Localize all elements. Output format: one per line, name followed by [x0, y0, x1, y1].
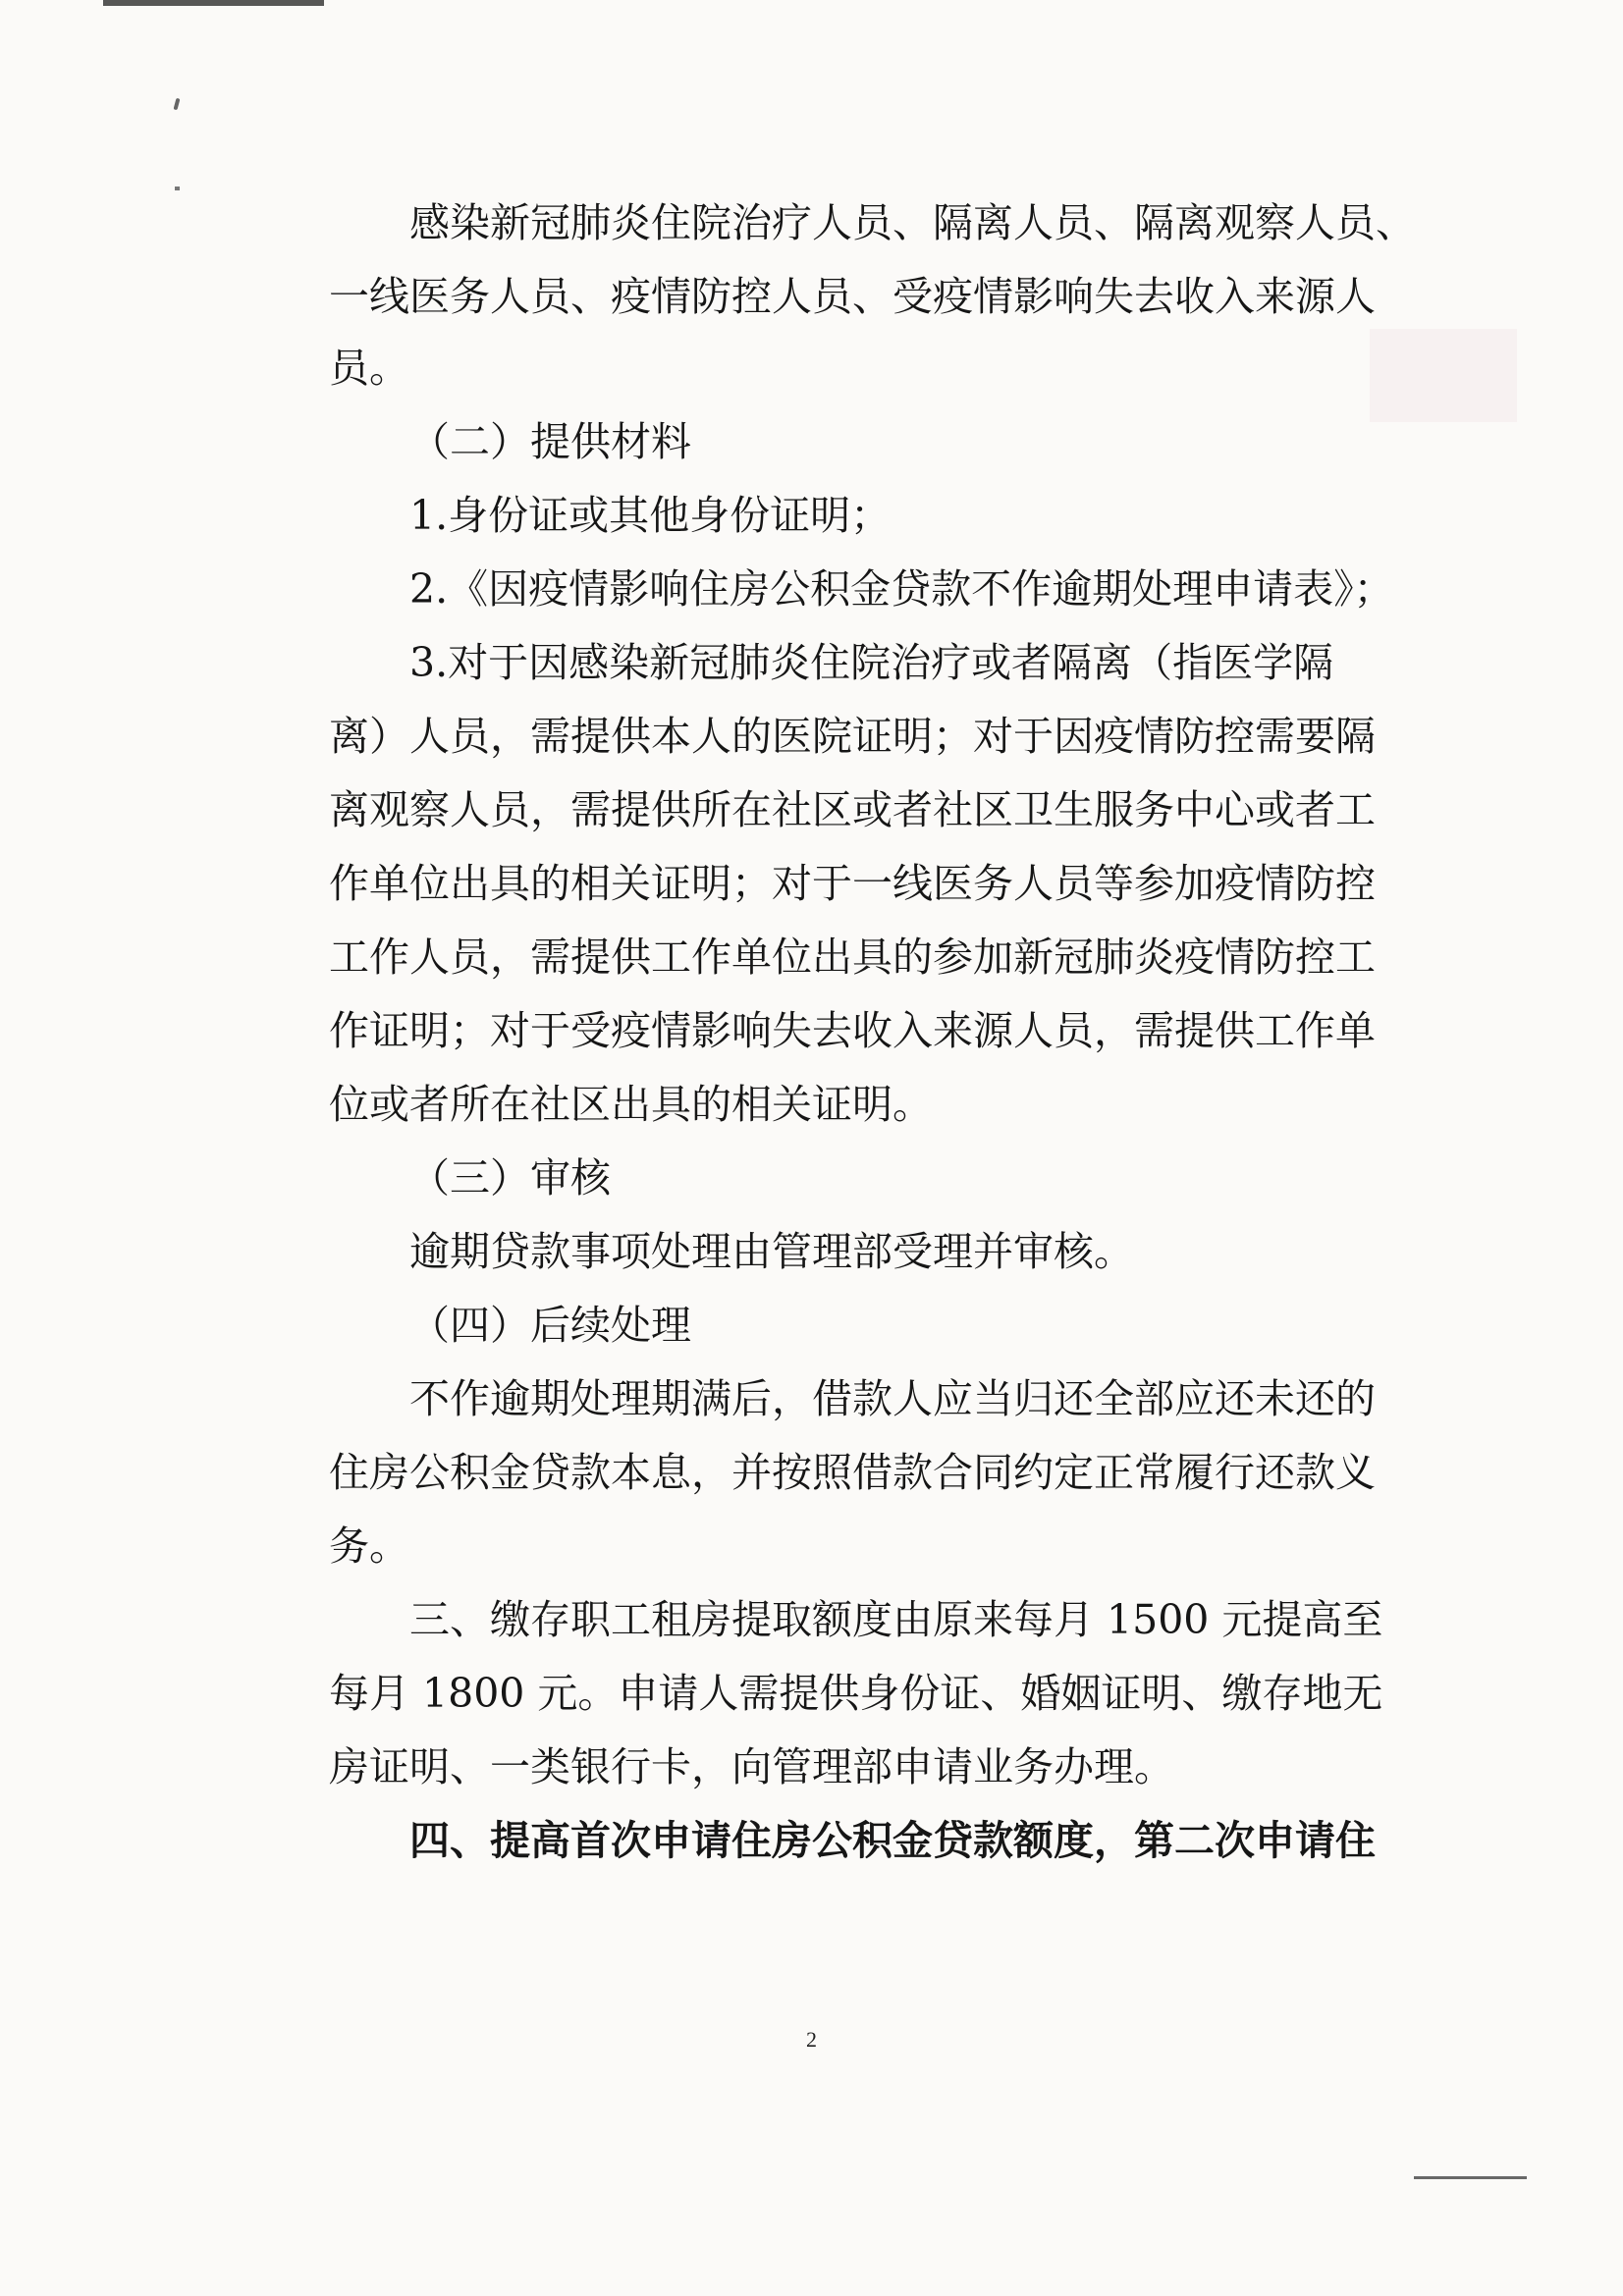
scan-artifact-mark [175, 187, 180, 190]
text-line: 一线医务人员、疫情防控人员、受疫情影响失去收入来源人 [329, 273, 1376, 320]
text-line: 工作人员，需提供工作单位出具的参加新冠肺炎疫情防控工 [329, 934, 1376, 981]
text-line: 位或者所在社区出具的相关证明。 [329, 1081, 933, 1128]
text-line: 离）人员，需提供本人的医院证明；对于因疫情防控需要隔 [329, 713, 1376, 760]
scan-artifact-top-line [103, 0, 324, 6]
section-heading: （四）后续处理 [409, 1302, 691, 1349]
text-line: 房证明、一类银行卡，向管理部申请业务办理。 [329, 1743, 1174, 1790]
section-heading-bold: 四、提高首次申请住房公积金贷款额度，第二次申请住 [409, 1817, 1376, 1864]
text-line: 逾期贷款事项处理由管理部受理并审核。 [409, 1228, 1134, 1275]
page-number: 2 [806, 2027, 817, 2052]
section-heading: （三）审核 [409, 1154, 611, 1201]
text-line: 3.对于因感染新冠肺炎住院治疗或者隔离（指医学隔 [409, 639, 1334, 686]
text-line: 不作逾期处理期满后，借款人应当归还全部应还未还的 [409, 1375, 1376, 1422]
scan-artifact-mark [174, 98, 181, 111]
text-line: 作证明；对于受疫情影响失去收入来源人员，需提供工作单 [329, 1007, 1376, 1054]
text-line: 务。 [329, 1522, 409, 1570]
text-line: 每月 1800 元。申请人需提供身份证、婚姻证明、缴存地无 [329, 1670, 1383, 1717]
text-line: 1.身份证或其他身份证明； [409, 492, 892, 539]
text-line: 三、缴存职工租房提取额度由原来每月 1500 元提高至 [409, 1596, 1383, 1643]
text-line: 2.《因疫情影响住房公积金贷款不作逾期处理申请表》； [409, 565, 1394, 613]
text-line: 作单位出具的相关证明；对于一线医务人员等参加疫情防控 [329, 860, 1376, 907]
section-heading: （二）提供材料 [409, 418, 691, 465]
scan-artifact-bottom-line [1414, 2176, 1527, 2179]
text-line: 离观察人员，需提供所在社区或者社区卫生服务中心或者工 [329, 786, 1376, 833]
text-line: 住房公积金贷款本息，并按照借款合同约定正常履行还款义 [329, 1449, 1376, 1496]
scan-artifact-stain [1370, 329, 1517, 422]
text-line: 感染新冠肺炎住院治疗人员、隔离人员、隔离观察人员、 [409, 199, 1416, 246]
text-line: 员。 [329, 345, 409, 392]
